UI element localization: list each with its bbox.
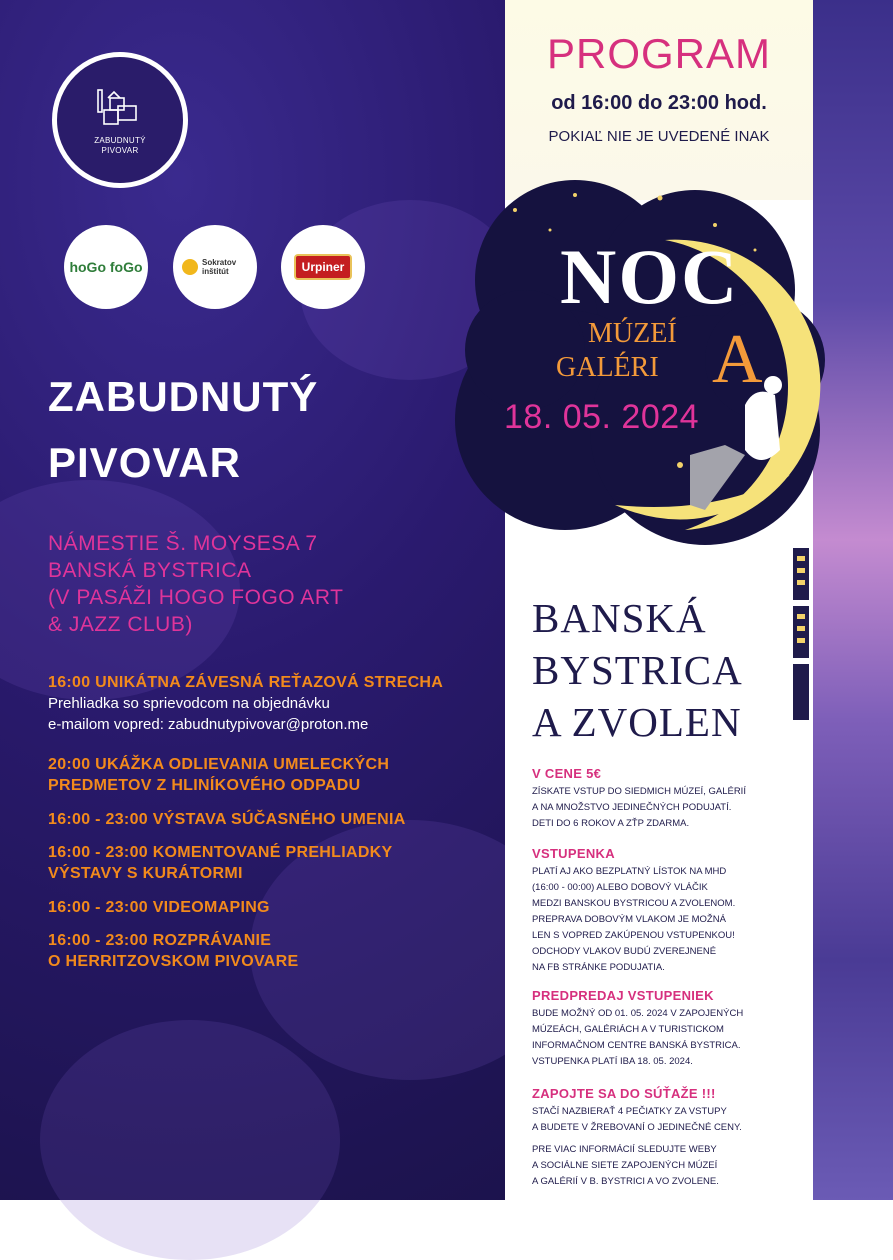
brewery-icon (90, 84, 150, 132)
decor-cloud (40, 1020, 340, 1260)
cities-title: BANSKÁ BYSTRICA A ZVOLEN (532, 595, 743, 745)
sponsor-hogofogo-logo: hoGo foGo (64, 225, 148, 309)
program-title: PROGRAM (546, 30, 771, 77)
info-block-contest: ZAPOJTE SA DO SÚŤAŽE !!! STAČÍ NAZBIERAŤ 4 PEČIATKY ZA VSTUPY A BUDETE V ŽREBOVANÍ O JEDINEČNÉ CENY. (532, 1086, 742, 1133)
festival-noc: NOC (560, 233, 740, 320)
festival-a: A (712, 321, 763, 398)
venue-logo (52, 52, 188, 188)
venue-address: NÁMESTIE Š. MOYSESA 7 BANSKÁ BYSTRICA (V PASÁŽI HOGO FOGO ART & JAZZ CLUB) (48, 532, 344, 636)
festival-date: 18. 05. 2024 (504, 398, 700, 436)
sponsor-sokratov-logo: Sokratov inštitút (173, 225, 257, 309)
event-item: 16:00 - 23:00 KOMENTOVANÉ PREHLIADKY VÝSTAVY S KURÁTORMI (48, 844, 393, 882)
sponsor-urpiner-logo: Urpiner (281, 225, 365, 309)
logo-text: ZABUDNUTÝ PIVOVAR (94, 136, 146, 155)
event-item: 16:00 UNIKÁTNA ZÁVESNÁ REŤAZOVÁ STRECHA Prehliadka so sprievodcom na objednávku e-mailom vopred: zabudnutypivovar@proton.me (48, 674, 444, 733)
event-item: 16:00 - 23:00 VIDEOMAPING (48, 899, 270, 916)
sokratov-icon (182, 259, 198, 275)
train-icon (792, 548, 810, 720)
event-item: 16:00 - 23:00 ROZPRÁVANIE O HERRITZOVSKOM PIVOVARE (48, 932, 299, 970)
info-block-ticket: VSTUPENKA PLATÍ AJ AKO BEZPLATNÝ LÍSTOK NA MHD (16:00 - 00:00) ALEBO DOBOVÝ VLÁČIK MEDZI BANSKOU BYSTRICOU A ZVOLENOM. PREPRAVA DOBOVÝM VLAKOM JE MOŽNÁ LEN S VOPRED ZAKÚPENOU VSTUPENKOU! ODCHODY VLAKOV BUDÚ ZVEREJNENÉ NA FB STRÁNKE PODUJATIA. (532, 846, 736, 973)
venue-title: ZABUDNUTÝ PIVOVAR (48, 373, 319, 486)
program-time: od 16:00 do 23:00 hod. (551, 92, 767, 114)
event-item: 20:00 UKÁŽKA ODLIEVANIA UMELECKÝCH PREDMETOV Z HLINÍKOVÉHO ODPADU (48, 756, 390, 794)
event-item: 16:00 - 23:00 VÝSTAVA SÚČASNÉHO UMENIA (48, 811, 406, 828)
festival-muzea: MÚZEÍ (588, 318, 677, 349)
program-note: POKIAĽ NIE JE UVEDENÉ INAK (548, 128, 770, 145)
festival-galeria: GALÉRI (556, 352, 659, 383)
info-block-presale: PREDPREDAJ VSTUPENIEK BUDE MOŽNÝ OD 01. 05. 2024 V ZAPOJENÝCH MÚZEÁCH, GALÉRIÁCH A V TURISTICKOM INFORMAČNOM CENTRE BANSKÁ BYSTRICA. VSTUPENKA PLATÍ IBA 18. 05. 2024. (532, 988, 744, 1067)
info-block-more: PRE VIAC INFORMÁCIÍ SLEDUJTE WEBY A SOCIÁLNE SIETE ZAPOJENÝCH MÚZEÍ A GALÉRIÍ V B. BYSTRICI A VO ZVOLENE. (532, 1144, 719, 1187)
info-block-price: V CENE 5€ ZÍSKATE VSTUP DO SIEDMICH MÚZEÍ, GALÉRIÍ A NA MNOŽSTVO JEDINEČNÝCH PODUJATÍ. DETI DO 6 ROKOV A ZŤP ZDARMA. (532, 766, 746, 829)
